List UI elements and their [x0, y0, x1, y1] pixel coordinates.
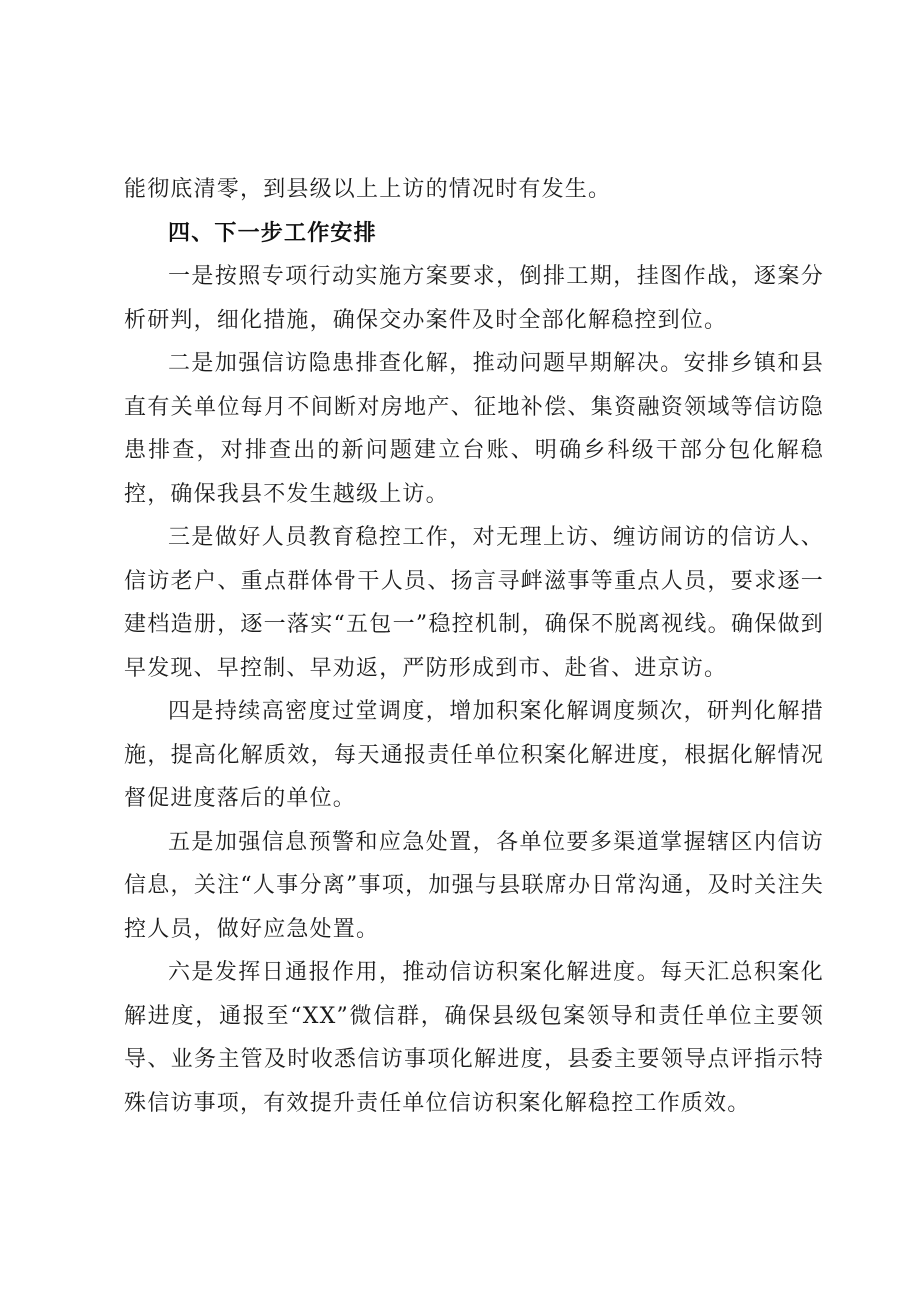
paragraph-6: 六是发挥日通报作用，推动信访积案化解进度。每天汇总积案化解进度，通报至“XX”微信群，确保县级包案领导和责任单位主要领导、业务主管及时收悉信访事项化解进度，县委主要领导点评指示特殊信访事项，有效提升责任单位信访积案化解稳控工作质效。: [124, 960, 824, 1116]
paragraph-4: 四是持续高密度过堂调度，增加积案化解调度频次，研判化解措施，提高化解质效，每天通报责任单位积案化解进度，根据化解情况督促进度落后的单位。: [124, 699, 824, 811]
paragraph-2: 二是加强信访隐患排查化解，推动问题早期解决。安排乡镇和县直有关单位每月不间断对房地产、征地补偿、集资融资领域等信访隐患排查，对排查出的新问题建立台账、明确乡科级干部分包化解稳控，确保我县不发生越级上访。: [124, 351, 824, 507]
continuation-paragraph: 能彻底清零，到县级以上上访的情况时有发生。: [124, 177, 612, 202]
section-heading: 四、下一步工作安排: [168, 220, 377, 246]
paragraph-5: 五是加强信息预警和应急处置，各单位要多渠道掌握辖区内信访信息，关注“人事分离”事项，加强与县联席办日常沟通，及时关注失控人员，做好应急处置。: [124, 829, 824, 942]
paragraph-1: 一是按照专项行动实施方案要求，倒排工期，挂图作战，逐案分析研判，细化措施，确保交办案件及时全部化解稳控到位。: [124, 264, 824, 333]
paragraph-3: 三是做好人员教育稳控工作，对无理上访、缠访闹访的信访人、信访老户、重点群体骨干人员、扬言寻衅滋事等重点人员，要求逐一建档造册，逐一落实“五包一”稳控机制，确保不脱离视线。确保做到早发现、早控制、早劝返，严防形成到市、赴省、进京访。: [124, 525, 824, 681]
document-body: [124, 168, 824, 1125]
